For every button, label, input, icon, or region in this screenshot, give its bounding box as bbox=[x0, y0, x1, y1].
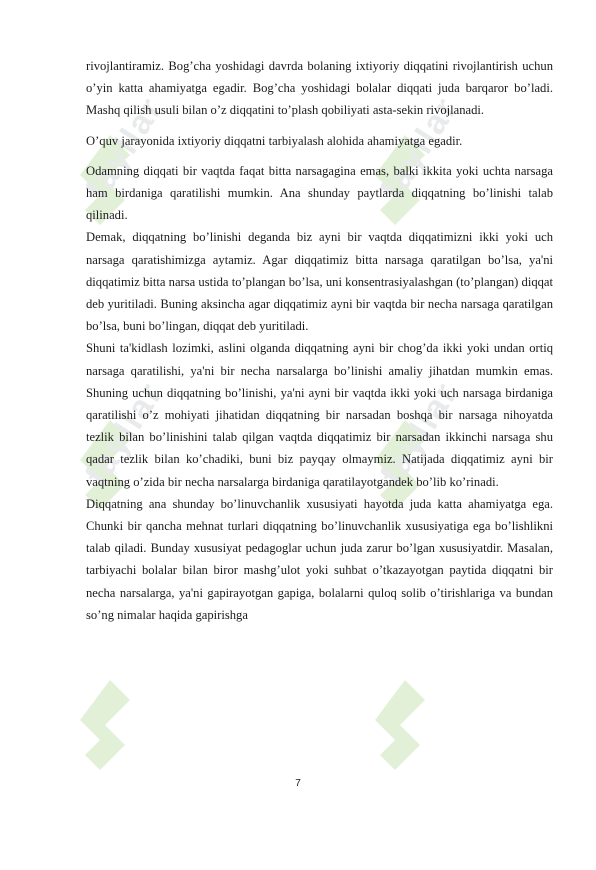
watermark-brand-text: fayllar bbox=[78, 375, 171, 493]
document-body bbox=[86, 55, 553, 626]
watermark-logo-icon bbox=[70, 670, 140, 780]
paragraph: rivojlantiramiz. Bog’cha yoshidagi davrda bolaning ixtiyoriy diqqatini rivojlantirish uchun o’yin katta ahamiyatga egadir. Bog’cha yoshidagi bolalar diqqati juda barqaror bo’ladi. Mashq qilish usuli bilan o’z diqqatini to’plash qobiliyati asta-sekin rivojlanadi. bbox=[86, 59, 553, 118]
page-number: 7 bbox=[295, 778, 301, 789]
watermark-logo-bottom-right bbox=[365, 670, 495, 870]
paragraph: Shuni ta'kidlash lozimki, aslini olganda diqqatning ayni bir chog’da ikki yoki undan ortiq narsaga qaratilishi, ya'ni bir necha narsalarga bo’linishi amaliy jihatdan mumkin emas. Shuning uchun diqqatning bo’linishi, ya'ni ayni bir vaqtda ikki yoki uch narsaga birdaniga qaratilishi o’z mohiyati jihatidan diqqatning bir narsadan boshqa bir narsaga nihoyatda tezlik bilan bo’linishini talab qilgan vaqtda diqqatimiz bir narsadan ikkinchi narsaga shu qadar tezlik bilan ko’chadiki, buni biz payqay olmaymiz. Natijada diqqatimiz ayni bir vaqtning o’zida bir necha narsalarga birdaniga qaratilayotgandek bo’lib ko’rinadi. bbox=[86, 341, 553, 489]
watermark-logo-icon bbox=[365, 670, 435, 780]
paragraph: Odamning diqqati bir vaqtda faqat bitta narsagagina emas, balki ikkita yoki uchta narsaga ham birdaniga qaratilishi mumkin. Ana shunday paytlarda diqqatning bo’linishi talab qilinadi. bbox=[86, 163, 553, 223]
watermark-brand-text: fayllar bbox=[373, 375, 466, 493]
watermark-brand-text: fayllar bbox=[373, 90, 466, 208]
paragraph: O’quv jarayonida ixtiyoriy diqqatni tarbiyalash alohida ahamiyatga egadir. bbox=[86, 133, 463, 148]
watermark-brand-text: fayllar bbox=[78, 90, 171, 208]
paragraph: Demak, diqqatning bo’linishi deganda biz ayni bir vaqtda diqqatimizni ikki yoki uch narsaga qaratishimizga aytamiz. Agar diqqatimiz bitta narsaga qaratilgan bo’lsa, ya'ni diqqatimiz bitta narsa ustida to’plangan bo’lsa, uni konsentrasiyalashgan (to’plangan) diqqat deb yuritiladi. Buning aksincha agar diqqatimiz ayni bir vaqtda bir necha narsaga qaratilgan bo’lsa, buni bo’lingan, diqqat deb yuritiladi. bbox=[86, 230, 553, 334]
watermark-logo-bottom-left bbox=[70, 670, 200, 870]
paragraph: Diqqatning ana shunday bo’linuvchanlik xususiyati hayotda juda katta ahamiyatga ega. Chunki bir qancha mehnat turlari diqqatning bo’linuvchanlik xususiyatiga ega bo’lishlikni talab qiladi. Bunday xususiyat pedagoglar uchun juda zarur bo’lgan xususiyatdir. Masalan, tarbiyachi bolalar bilan biror mashg’ulot yoki suhbat o’tkazayotgan paytida diqqatni bir necha narsalarga, ya'ni gapirayotgan gapiga, bolalarni quloq solib o’tirishlariga va bundan so’ng nimalar haqida gapirishga bbox=[86, 496, 553, 622]
